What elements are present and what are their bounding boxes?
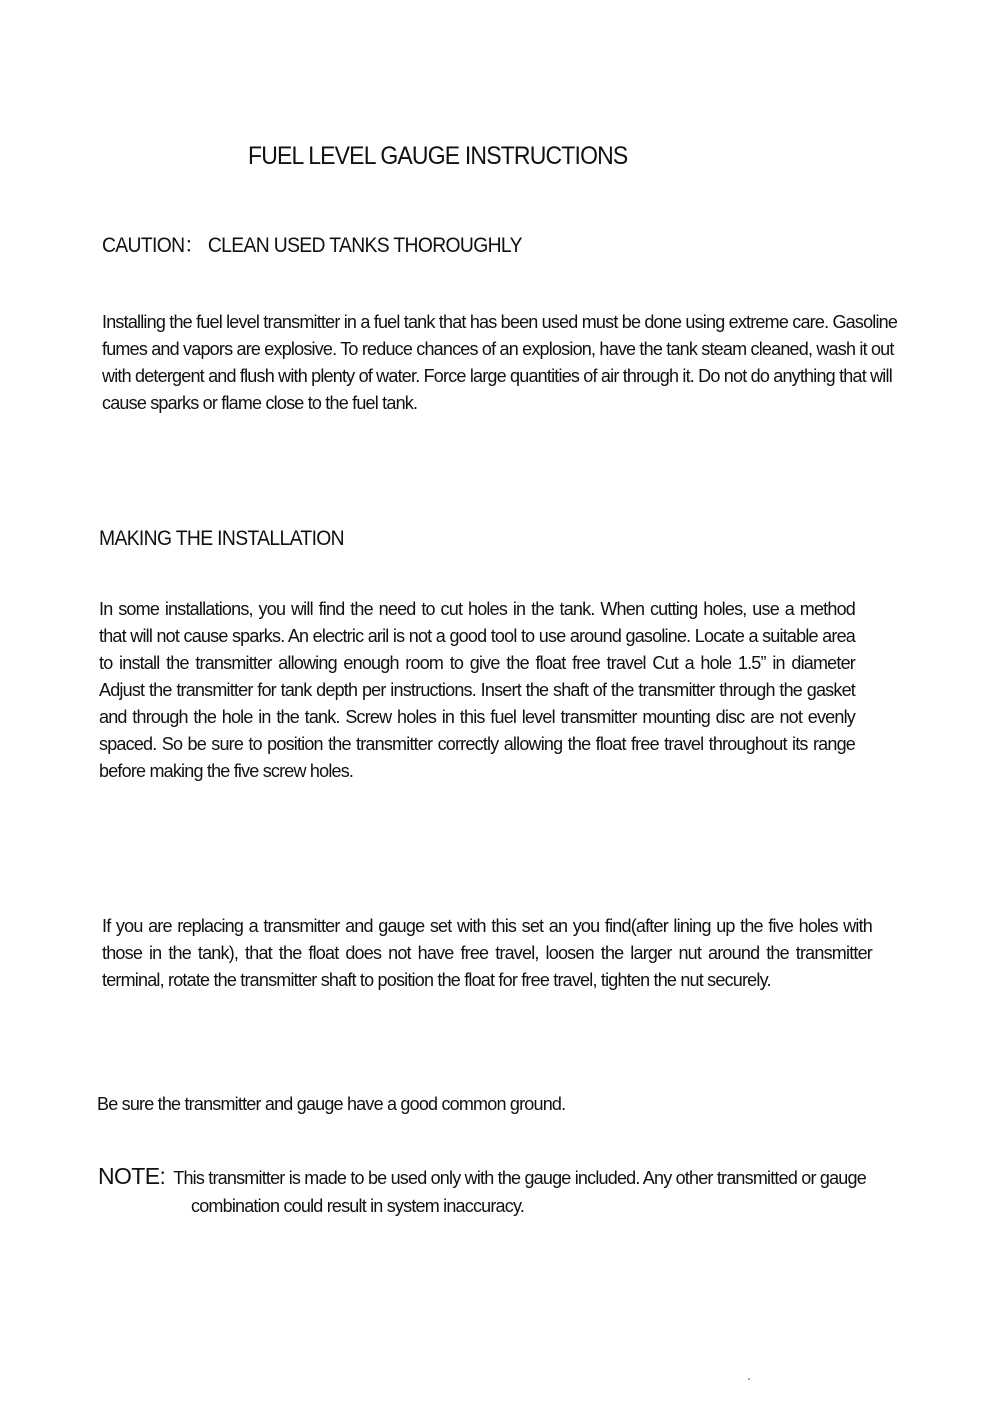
note-text-line2: combination could result in system inaccuracy.: [191, 1196, 525, 1216]
note-label: NOTE:: [98, 1163, 166, 1189]
installation-paragraph: In some installations, you will find the need to cut holes in the tank. When cutting holes, use a method that will not cause sparks. An electric aril is not a good tool to use around gasoline. Locate a suitable area to install the transmitter allowing enough room to give the float free travel Cut a hole 1.5” in diameter Adjust the transmitter for tank depth per instructions. Insert the shaft of the transmitter through the gasket and through the hole in the tank. Screw holes in this fuel level transmitter mounting disc are not evenly spaced. So be sure to position the transmitter correctly allowing the float free travel throughout its range before making the five screw holes.: [99, 599, 855, 781]
note-block: [98, 1161, 898, 1220]
note-first-line: [98, 1161, 898, 1193]
caution-heading: CAUTION： CLEAN USED TANKS THOROUGHLY: [102, 234, 522, 257]
replacing-paragraph: If you are replacing a transmitter and gauge set with this set an you find(after lining up the five holes with those in the tank), that the float does not have free travel, loosen the larger nut around the transmitter terminal, rotate the transmitter shaft to position the float for free travel, tighten the nut securely.: [102, 916, 872, 990]
installation-heading: MAKING THE INSTALLATION: [99, 527, 344, 550]
page-title: FUEL LEVEL GAUGE INSTRUCTIONS: [248, 142, 628, 170]
note-text-line1: This transmitter is made to be used only with the gauge included. Any other transmitted or gauge: [173, 1168, 866, 1188]
caution-paragraph: Installing the fuel level transmitter in a fuel tank that has been used must be done using extreme care. Gasoline fumes and vapors are explosive. To reduce chances of an explosion, have the tank steam cleaned, wash it out with detergent and flush with plenty of water. Force large quantities of air through it. Do not do anything that will cause sparks or flame close to the fuel tank.: [102, 312, 898, 413]
ground-paragraph: Be sure the transmitter and gauge have a good common ground.: [97, 1094, 566, 1114]
scan-speck: [748, 1378, 750, 1380]
